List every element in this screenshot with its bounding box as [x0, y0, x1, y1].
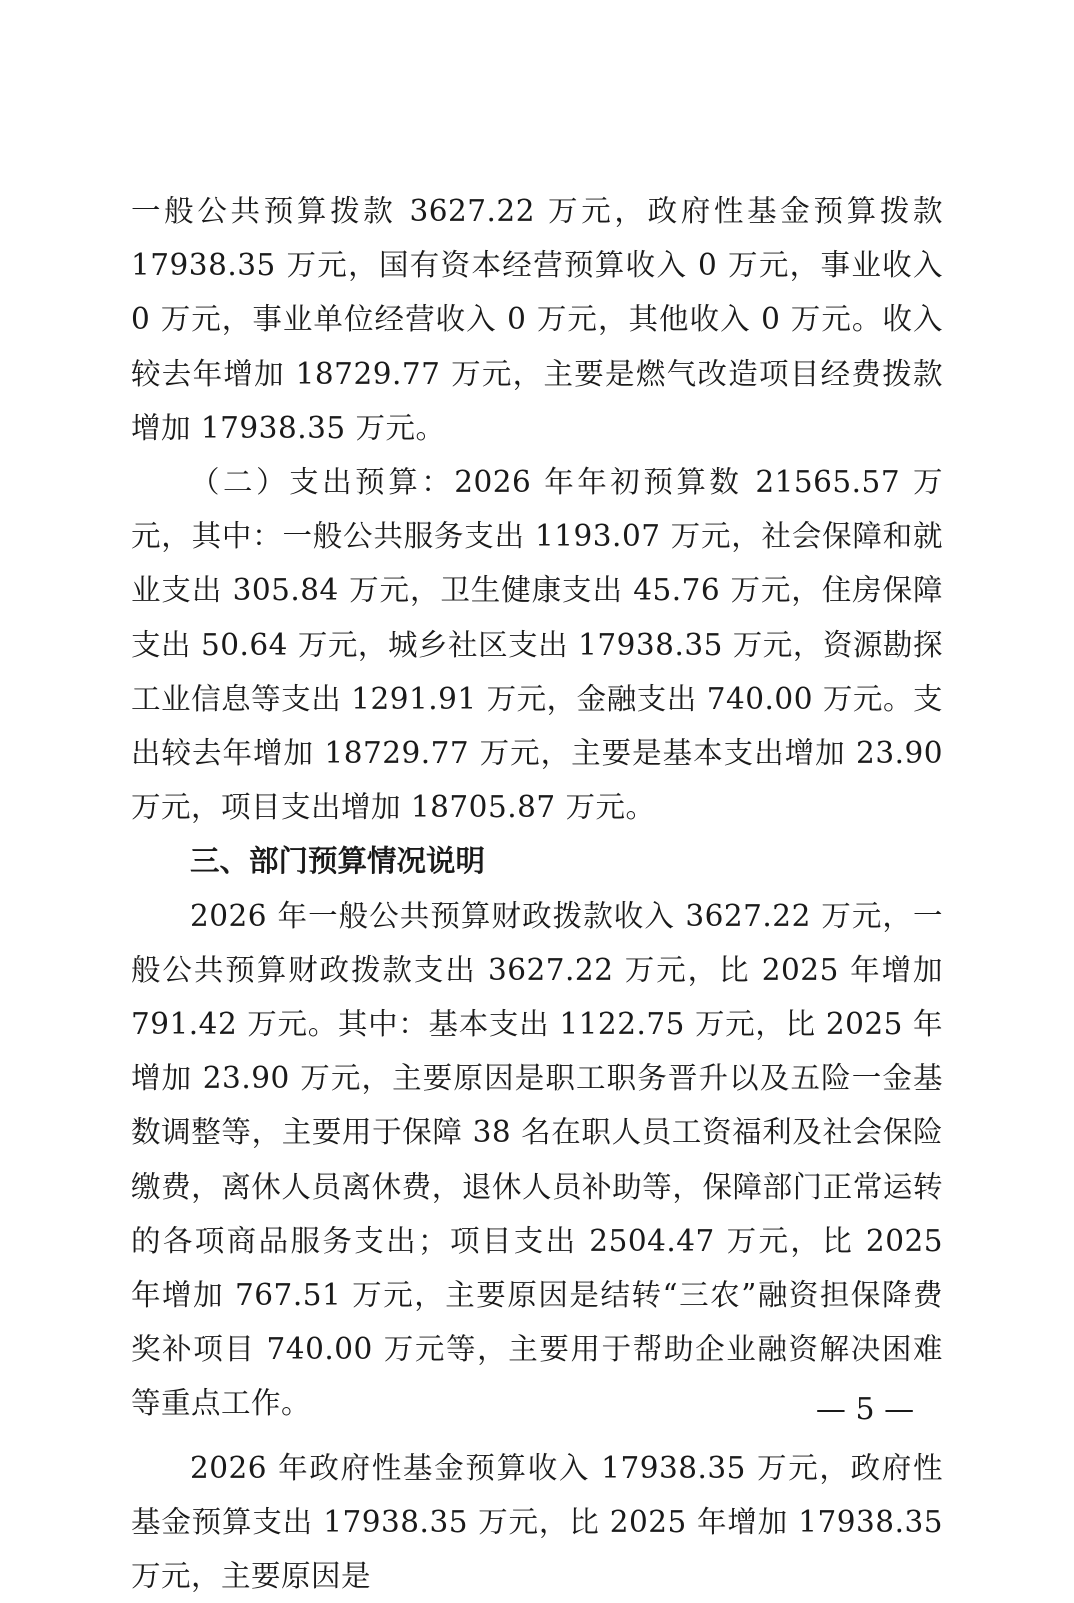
paragraph-government-fund-budget: 2026 年政府性基金预算收入 17938.35 万元，政府性基金预算支出 17938.35 万元，比 2025 年增加 17938.35 万元，主要原因是	[131, 1450, 943, 1594]
page-number: — 5 —	[815, 1392, 915, 1427]
paragraph-income-continued: 一般公共预算拨款 3627.22 万元，政府性基金预算拨款 17938.35 万元，国有资本经营预算收入 0 万元，事业收入 0 万元，事业单位经营收入 0 万元，其他收入 0 万元。收入较去年增加 18729.77 万元，主要是燃气改造项目经费拨款增加 17938.35 万元。	[131, 194, 943, 445]
paragraph-expenditure-budget: （二）支出预算：2026 年年初预算数 21565.57 万元，其中：一般公共服务支出 1193.07 万元，社会保障和就业支出 305.84 万元，卫生健康支出 45.76 万元，住房保障支出 50.64 万元，城乡社区支出 17938.35 万元，资源勘探工业信息等支出 1291.91 万元，金融支出 740.00 万元。支出较去年增加 18729.77 万元，主要是基本支出增加 23.90 万元，项目支出增加 18705.87 万元。	[131, 465, 943, 825]
paragraph-gap	[131, 1431, 943, 1441]
document-body	[131, 184, 943, 1603]
section-heading-department-budget: 三、部门预算情况说明	[190, 844, 486, 879]
paragraph-general-public-budget: 2026 年一般公共预算财政拨款收入 3627.22 万元，一般公共预算财政拨款支出 3627.22 万元，比 2025 年增加 791.42 万元。其中：基本支出 1122.75 万元，比 2025 年增加 23.90 万元，主要原因是职工职务晋升以及五险一金基数调整等，主要用于保障 38 名在职人员工资福利及社会保险缴费，离休人员离休费，退休人员补助等，保障部门正常运转的各项商品服务支出；项目支出 2504.47 万元，比 2025 年增加 767.51 万元，主要原因是结转“三农”融资担保降费奖补项目 740.00 万元等，主要用于帮助企业融资解决困难等重点工作。	[131, 898, 943, 1421]
